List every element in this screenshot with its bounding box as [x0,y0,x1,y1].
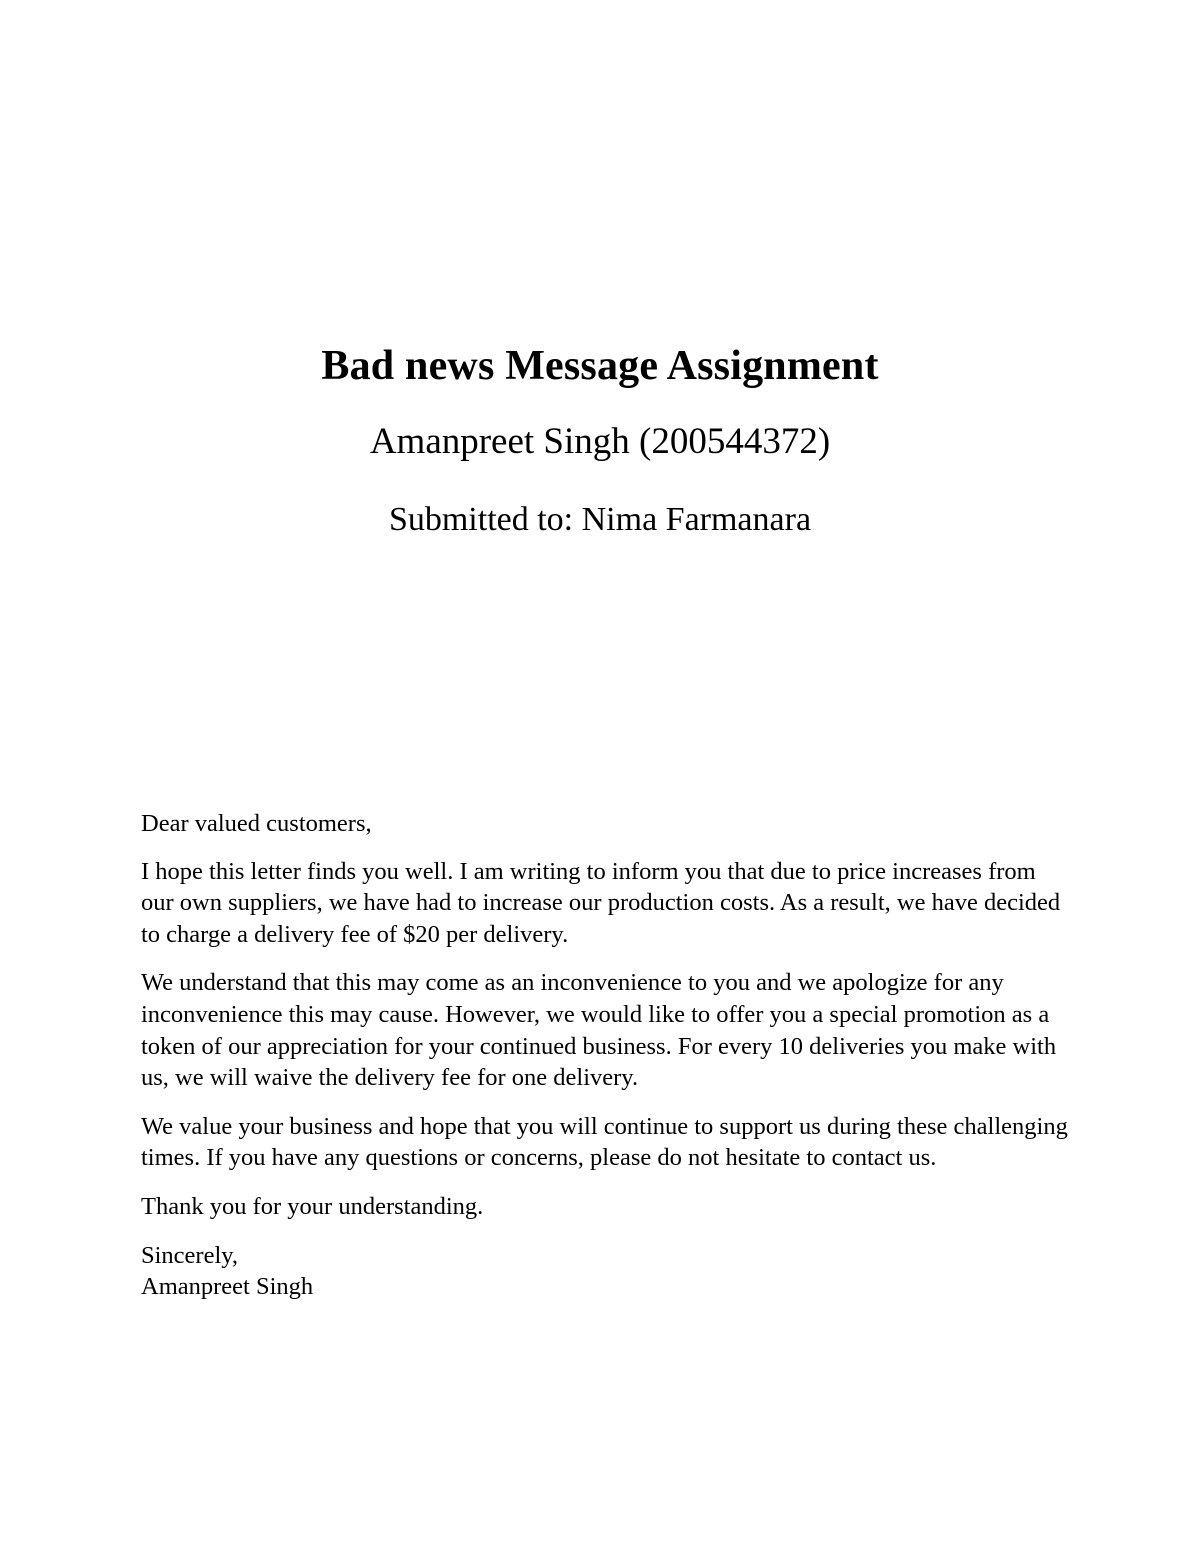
letter-closing: Sincerely, [141,1241,239,1269]
letter-body [141,808,1071,1303]
letter-paragraph: Thank you for your understanding. [141,1192,484,1220]
letter-closing-block [141,1240,1071,1303]
letter-paragraph: We value your business and hope that you will continue to support us during these challenging times. If you have any questions or concerns, please do not hesitate to contact us. [141,1112,1068,1172]
author-line: Amanpreet Singh (200544372) [369,421,831,462]
letter-paragraph: I hope this letter finds you well. I am writing to inform you that due to price increases from our own suppliers, we have had to increase our production costs. As a result, we have decided to charge a delivery fee of $20 per delivery. [141,857,1061,948]
title-block [0,338,1200,542]
submitted-to-line: Submitted to: Nima Farmanara [388,501,812,538]
letter-paragraph: We understand that this may come as an inconvenience to you and we apologize for any inconvenience this may cause. However, we would like to offer you a special promotion as a token of our appreciation for your continued business. For every 10 deliveries you make with us, we will waive the delivery fee for one delivery. [141,969,1057,1092]
letter-signature: Amanpreet Singh [141,1273,314,1301]
letter-greeting: Dear valued customers, [141,810,372,837]
document-title: Bad news Message Assignment [321,343,879,389]
